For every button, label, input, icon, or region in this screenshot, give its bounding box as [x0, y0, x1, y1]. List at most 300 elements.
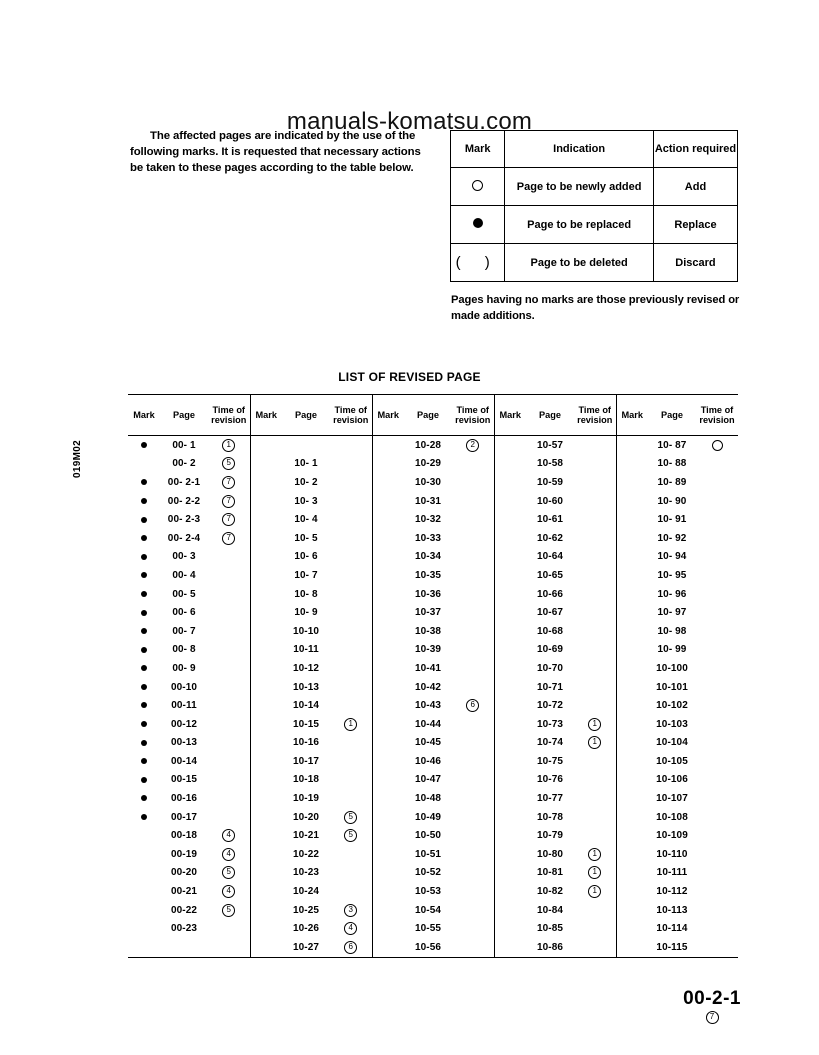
cell-mark — [616, 473, 648, 492]
cell-time-of-revision — [452, 455, 494, 474]
cell-time-of-revision — [452, 919, 494, 938]
cell-mark — [616, 864, 648, 883]
mark-legend-body — [451, 168, 738, 282]
cell-mark — [250, 715, 282, 734]
cell-page: 10-31 — [414, 495, 442, 507]
cell-page: 10- 89 — [657, 476, 687, 488]
table-row — [128, 808, 738, 827]
cell-page: 10-10 — [292, 625, 320, 637]
filled-circle-icon — [141, 684, 147, 690]
mark-legend-table — [450, 130, 738, 282]
cell-page: 10-60 — [536, 495, 564, 507]
cell-page: 10-36 — [414, 588, 442, 600]
table-row — [128, 882, 738, 901]
cell-time-of-revision — [452, 696, 494, 715]
cell-mark — [128, 678, 160, 697]
cell-page: 10-48 — [414, 793, 442, 805]
cell-page: 10-25 — [292, 904, 320, 916]
cell-page: 10-65 — [536, 569, 564, 581]
cell-time-of-revision — [330, 789, 372, 808]
cell-page: 10-82 — [536, 886, 564, 898]
watermark-text: manuals-komatsu.com — [286, 108, 533, 135]
cell-page: 00-18 — [170, 830, 198, 842]
cell-mark — [494, 603, 526, 622]
filled-circle-icon — [141, 442, 147, 448]
cell-mark — [616, 548, 648, 567]
cell-page — [282, 436, 330, 455]
cell-page: 10-66 — [536, 588, 564, 600]
mark-legend-cell-action-add: Add — [653, 168, 737, 206]
cell-page: 10-79 — [536, 830, 564, 842]
cell-mark — [616, 845, 648, 864]
cell-page: 00-10 — [170, 681, 198, 693]
cell-time-of-revision — [696, 659, 738, 678]
cell-mark — [494, 566, 526, 585]
cell-time-of-revision — [452, 882, 494, 901]
table-row — [128, 678, 738, 697]
mark-legend-header-mark: Mark — [451, 131, 505, 168]
cell-time-of-revision — [452, 548, 494, 567]
table-row — [128, 864, 738, 883]
cell-page: 10-35 — [414, 569, 442, 581]
legend-note — [451, 292, 751, 324]
cell-time-of-revision — [574, 678, 616, 697]
cell-mark — [250, 864, 282, 883]
cell-page: 10-26 — [292, 923, 320, 935]
cell-page: 10-74 — [536, 737, 564, 749]
table-row — [128, 845, 738, 864]
cell-mark — [250, 641, 282, 660]
cell-mark — [372, 864, 404, 883]
cell-time-of-revision — [574, 492, 616, 511]
cell-time-of-revision — [330, 603, 372, 622]
cell-time-of-revision — [574, 585, 616, 604]
table-row — [128, 919, 738, 938]
cell-time-of-revision — [452, 715, 494, 734]
cell-mark — [372, 752, 404, 771]
cell-mark — [372, 845, 404, 864]
cell-mark — [494, 436, 526, 455]
cell-mark — [372, 715, 404, 734]
cell-time-of-revision — [696, 826, 738, 845]
cell-mark — [494, 771, 526, 790]
cell-mark — [250, 585, 282, 604]
cell-mark — [372, 566, 404, 585]
footer-revision-mark — [683, 1011, 741, 1024]
revision-number-circle: 3 — [344, 904, 357, 917]
filled-circle-icon — [141, 535, 147, 541]
cell-page: 00- 3 — [172, 551, 196, 563]
mark-legend-header — [451, 131, 738, 168]
cell-mark — [616, 789, 648, 808]
filled-circle-icon — [141, 814, 147, 820]
cell-mark — [616, 771, 648, 790]
cell-page: 00-16 — [170, 793, 198, 805]
cell-time-of-revision — [208, 548, 250, 567]
revision-number-circle: 1 — [588, 848, 601, 861]
cell-page: 10-111 — [656, 867, 688, 879]
cell-time-of-revision — [574, 752, 616, 771]
cell-mark — [616, 901, 648, 920]
legend-note-line-2: or made additions. — [451, 294, 740, 322]
cell-mark — [616, 529, 648, 548]
cell-mark — [128, 473, 160, 492]
filled-circle-icon — [141, 554, 147, 560]
cell-time-of-revision — [696, 789, 738, 808]
cell-time-of-revision — [208, 715, 250, 734]
cell-mark — [494, 529, 526, 548]
cell-mark — [250, 492, 282, 511]
cell-mark — [494, 938, 526, 957]
cell-time-of-revision — [208, 678, 250, 697]
page-footer — [683, 988, 741, 1024]
table-row — [128, 901, 738, 920]
cell-page: 10-54 — [414, 904, 442, 916]
cell-time-of-revision — [696, 696, 738, 715]
cell-mark — [128, 789, 160, 808]
cell-page: 10-80 — [536, 848, 564, 860]
table-row — [128, 585, 738, 604]
cell-page: 10-13 — [292, 681, 320, 693]
cell-page: 10-32 — [414, 514, 442, 526]
mark-legend-header-row — [451, 131, 738, 168]
cell-page: 10-64 — [536, 551, 564, 563]
cell-time-of-revision — [208, 659, 250, 678]
cell-page: 10-43 — [414, 700, 442, 712]
cell-page: 10-71 — [536, 681, 564, 693]
cell-page: 10-75 — [536, 755, 564, 767]
cell-time-of-revision — [208, 845, 250, 864]
cell-page: 10-39 — [414, 644, 442, 656]
mark-legend-row-discard — [451, 244, 738, 282]
cell-page: 00-19 — [170, 848, 198, 860]
cell-mark — [250, 734, 282, 753]
cell-mark — [616, 641, 648, 660]
cell-page: 10-76 — [536, 774, 564, 786]
revision-number-circle: 7 — [222, 513, 235, 526]
cell-page: 00-13 — [170, 737, 198, 749]
cell-page: 10-50 — [414, 830, 442, 842]
cell-time-of-revision — [452, 529, 494, 548]
revision-number-circle: 5 — [222, 904, 235, 917]
cell-mark — [616, 696, 648, 715]
cell-page: 10- 4 — [294, 514, 318, 526]
cell-mark — [128, 659, 160, 678]
table-row — [128, 492, 738, 511]
cell-page: 10-67 — [536, 607, 564, 619]
revision-number-circle: 1 — [588, 736, 601, 749]
cell-time-of-revision — [696, 641, 738, 660]
cell-time-of-revision — [208, 641, 250, 660]
filled-circle-icon — [141, 795, 147, 801]
cell-mark — [250, 771, 282, 790]
cell-mark — [250, 436, 282, 455]
cell-time-of-revision — [452, 585, 494, 604]
cell-time-of-revision — [574, 771, 616, 790]
cell-page: 10-84 — [536, 904, 564, 916]
mark-legend-row-add — [451, 168, 738, 206]
cell-time-of-revision — [696, 585, 738, 604]
table-row — [128, 455, 738, 474]
rev-header-mark-g5: Mark — [616, 395, 648, 436]
rev-header-time-of-revision-g3: Time of revision — [455, 405, 491, 425]
cell-mark — [372, 789, 404, 808]
cell-page: 00-11 — [171, 700, 197, 712]
cell-mark — [372, 919, 404, 938]
cell-time-of-revision — [574, 566, 616, 585]
table-row — [128, 771, 738, 790]
cell-time-of-revision — [330, 938, 372, 957]
cell-page: 10-114 — [656, 923, 688, 935]
cell-mark — [128, 603, 160, 622]
cell-mark — [250, 659, 282, 678]
cell-mark — [494, 678, 526, 697]
cell-page: 10- 95 — [657, 569, 687, 581]
cell-page: 10-52 — [414, 867, 442, 879]
cell-time-of-revision — [330, 752, 372, 771]
cell-time-of-revision — [696, 622, 738, 641]
cell-time-of-revision — [330, 641, 372, 660]
cell-page: 10-47 — [414, 774, 442, 786]
cell-time-of-revision — [208, 864, 250, 883]
cell-time-of-revision — [452, 622, 494, 641]
cell-page: 10- 92 — [657, 532, 687, 544]
cell-page: 10-55 — [414, 923, 442, 935]
cell-mark — [616, 882, 648, 901]
cell-page: 10- 90 — [657, 495, 687, 507]
cell-page: 10-44 — [414, 718, 442, 730]
cell-page: 00-23 — [170, 923, 198, 935]
cell-page: 10-30 — [414, 476, 442, 488]
cell-mark — [128, 696, 160, 715]
cell-time-of-revision — [696, 566, 738, 585]
rev-table-header-row — [128, 395, 738, 436]
cell-page: 00- 4 — [172, 569, 196, 581]
cell-mark — [616, 919, 648, 938]
cell-time-of-revision — [452, 789, 494, 808]
cell-time-of-revision — [208, 696, 250, 715]
cell-time-of-revision — [574, 548, 616, 567]
cell-time-of-revision — [208, 566, 250, 585]
cell-mark — [616, 938, 648, 957]
cell-page: 10-28 — [414, 439, 442, 451]
cell-time-of-revision — [696, 845, 738, 864]
cell-mark — [616, 510, 648, 529]
cell-mark — [250, 696, 282, 715]
cell-time-of-revision — [574, 826, 616, 845]
cell-page: 10- 87 — [657, 439, 687, 451]
cell-mark — [372, 622, 404, 641]
filled-circle-icon — [141, 758, 147, 764]
cell-time-of-revision — [574, 919, 616, 938]
cell-time-of-revision — [330, 845, 372, 864]
cell-mark — [616, 436, 648, 455]
intro-line-2: following marks. It is requested that necessary actions — [130, 146, 421, 159]
cell-time-of-revision — [330, 529, 372, 548]
cell-time-of-revision — [696, 603, 738, 622]
cell-page: 10-78 — [536, 811, 564, 823]
cell-mark — [372, 659, 404, 678]
cell-mark — [494, 455, 526, 474]
cell-time-of-revision — [574, 510, 616, 529]
mark-legend-cell-mark-discard — [451, 244, 505, 282]
cell-page: 10-24 — [292, 886, 320, 898]
cell-mark — [128, 622, 160, 641]
filled-circle-icon — [141, 647, 147, 653]
cell-time-of-revision — [452, 901, 494, 920]
mark-legend-header-indication: Indication — [505, 131, 654, 168]
cell-page: 10-42 — [414, 681, 442, 693]
cell-mark — [250, 882, 282, 901]
table-row — [128, 510, 738, 529]
cell-page: 10- 7 — [294, 569, 318, 581]
cell-time-of-revision — [208, 919, 250, 938]
filled-circle-icon — [141, 721, 147, 727]
cell-time-of-revision — [452, 808, 494, 827]
cell-mark — [250, 678, 282, 697]
cell-mark — [128, 826, 160, 845]
cell-mark — [494, 548, 526, 567]
cell-page: 10-100 — [656, 662, 688, 674]
mark-legend-cell-action-discard: Discard — [653, 244, 737, 282]
revision-number-circle: 4 — [222, 885, 235, 898]
filled-circle-icon — [141, 628, 147, 634]
cell-mark — [494, 789, 526, 808]
mark-legend-cell-indication-replace: Page to be replaced — [505, 206, 654, 244]
side-document-code: 019M02 — [72, 440, 83, 478]
cell-mark — [494, 752, 526, 771]
rev-header-page-g2: Page — [295, 410, 317, 420]
filled-circle-icon — [473, 218, 483, 228]
cell-time-of-revision — [330, 882, 372, 901]
cell-page: 00-21 — [170, 886, 198, 898]
cell-mark — [372, 938, 404, 957]
cell-mark — [616, 715, 648, 734]
filled-circle-icon — [141, 572, 147, 578]
cell-mark — [372, 734, 404, 753]
cell-mark — [128, 455, 160, 474]
cell-time-of-revision — [696, 455, 738, 474]
cell-page: 10-19 — [292, 793, 320, 805]
revision-number-circle: 1 — [588, 885, 601, 898]
cell-page: 00-14 — [170, 755, 198, 767]
cell-mark — [372, 492, 404, 511]
rev-header-time-of-revision-g1: Time of revision — [211, 405, 247, 425]
revision-number-circle: 2 — [466, 439, 479, 452]
cell-page: 10-105 — [656, 755, 688, 767]
cell-mark — [250, 455, 282, 474]
cell-mark — [372, 696, 404, 715]
cell-page: 10-41 — [414, 662, 442, 674]
cell-time-of-revision — [574, 845, 616, 864]
cell-time-of-revision — [330, 734, 372, 753]
cell-mark — [372, 882, 404, 901]
cell-time-of-revision — [330, 715, 372, 734]
cell-page: 10-58 — [536, 458, 564, 470]
cell-time-of-revision — [330, 548, 372, 567]
cell-mark — [372, 473, 404, 492]
cell-page: 10-73 — [536, 718, 564, 730]
footer-revision-circle: 7 — [706, 1011, 719, 1024]
cell-page: 10-68 — [536, 625, 564, 637]
cell-page: 10-11 — [293, 644, 319, 656]
cell-page: 10- 88 — [657, 458, 687, 470]
list-of-revised-page-title: LIST OF REVISED PAGE — [338, 370, 481, 384]
cell-page: 10-113 — [656, 904, 688, 916]
cell-mark — [616, 808, 648, 827]
cell-time-of-revision — [696, 882, 738, 901]
filled-circle-icon — [141, 777, 147, 783]
cell-mark — [494, 845, 526, 864]
cell-page: 00- 2-3 — [167, 514, 201, 526]
table-row — [128, 641, 738, 660]
cell-page: 10-21 — [292, 830, 320, 842]
rev-table-head — [128, 395, 738, 436]
cell-time-of-revision — [696, 771, 738, 790]
cell-page: 10- 8 — [294, 588, 318, 600]
cell-mark — [616, 622, 648, 641]
cell-page: 10-109 — [656, 830, 688, 842]
cell-page: 10-69 — [536, 644, 564, 656]
cell-mark — [494, 641, 526, 660]
cell-time-of-revision — [330, 473, 372, 492]
cell-time-of-revision — [452, 492, 494, 511]
parentheses-icon: ( ) — [455, 254, 500, 271]
cell-page: 10- 94 — [657, 551, 687, 563]
cell-time-of-revision — [574, 436, 616, 455]
cell-mark — [128, 641, 160, 660]
revision-number-circle: 7 — [222, 532, 235, 545]
cell-page: 00-22 — [170, 904, 198, 916]
cell-page: 10- 99 — [657, 644, 687, 656]
revision-number-circle: 5 — [344, 811, 357, 824]
cell-time-of-revision — [574, 641, 616, 660]
cell-time-of-revision — [452, 734, 494, 753]
cell-time-of-revision — [696, 548, 738, 567]
cell-mark — [494, 864, 526, 883]
rev-header-mark-g3: Mark — [372, 395, 404, 436]
cell-mark — [128, 566, 160, 585]
rev-header-page-g4: Page — [539, 410, 561, 420]
cell-time-of-revision — [330, 864, 372, 883]
mark-legend-header-action: Action required — [653, 131, 737, 168]
cell-time-of-revision — [452, 473, 494, 492]
cell-mark — [128, 734, 160, 753]
cell-page: 10-15 — [292, 718, 320, 730]
cell-mark — [250, 919, 282, 938]
filled-circle-icon — [141, 610, 147, 616]
cell-time-of-revision — [208, 510, 250, 529]
cell-page: 10-70 — [536, 662, 564, 674]
cell-page: 10-53 — [414, 886, 442, 898]
cell-page: 10-33 — [414, 532, 442, 544]
revision-number-circle: 5 — [222, 866, 235, 879]
cell-time-of-revision — [208, 938, 250, 957]
open-circle-icon — [472, 180, 483, 191]
cell-page: 00-20 — [170, 867, 198, 879]
revision-number-circle: 7 — [222, 476, 235, 489]
cell-time-of-revision — [452, 510, 494, 529]
cell-page: 10-72 — [536, 700, 564, 712]
cell-page: 10-16 — [292, 737, 320, 749]
table-row — [128, 603, 738, 622]
cell-page: 10-115 — [648, 938, 696, 957]
cell-page: 10- 2 — [294, 476, 318, 488]
cell-mark — [372, 826, 404, 845]
cell-mark — [494, 882, 526, 901]
cell-time-of-revision — [330, 455, 372, 474]
cell-page: 10-17 — [292, 755, 320, 767]
